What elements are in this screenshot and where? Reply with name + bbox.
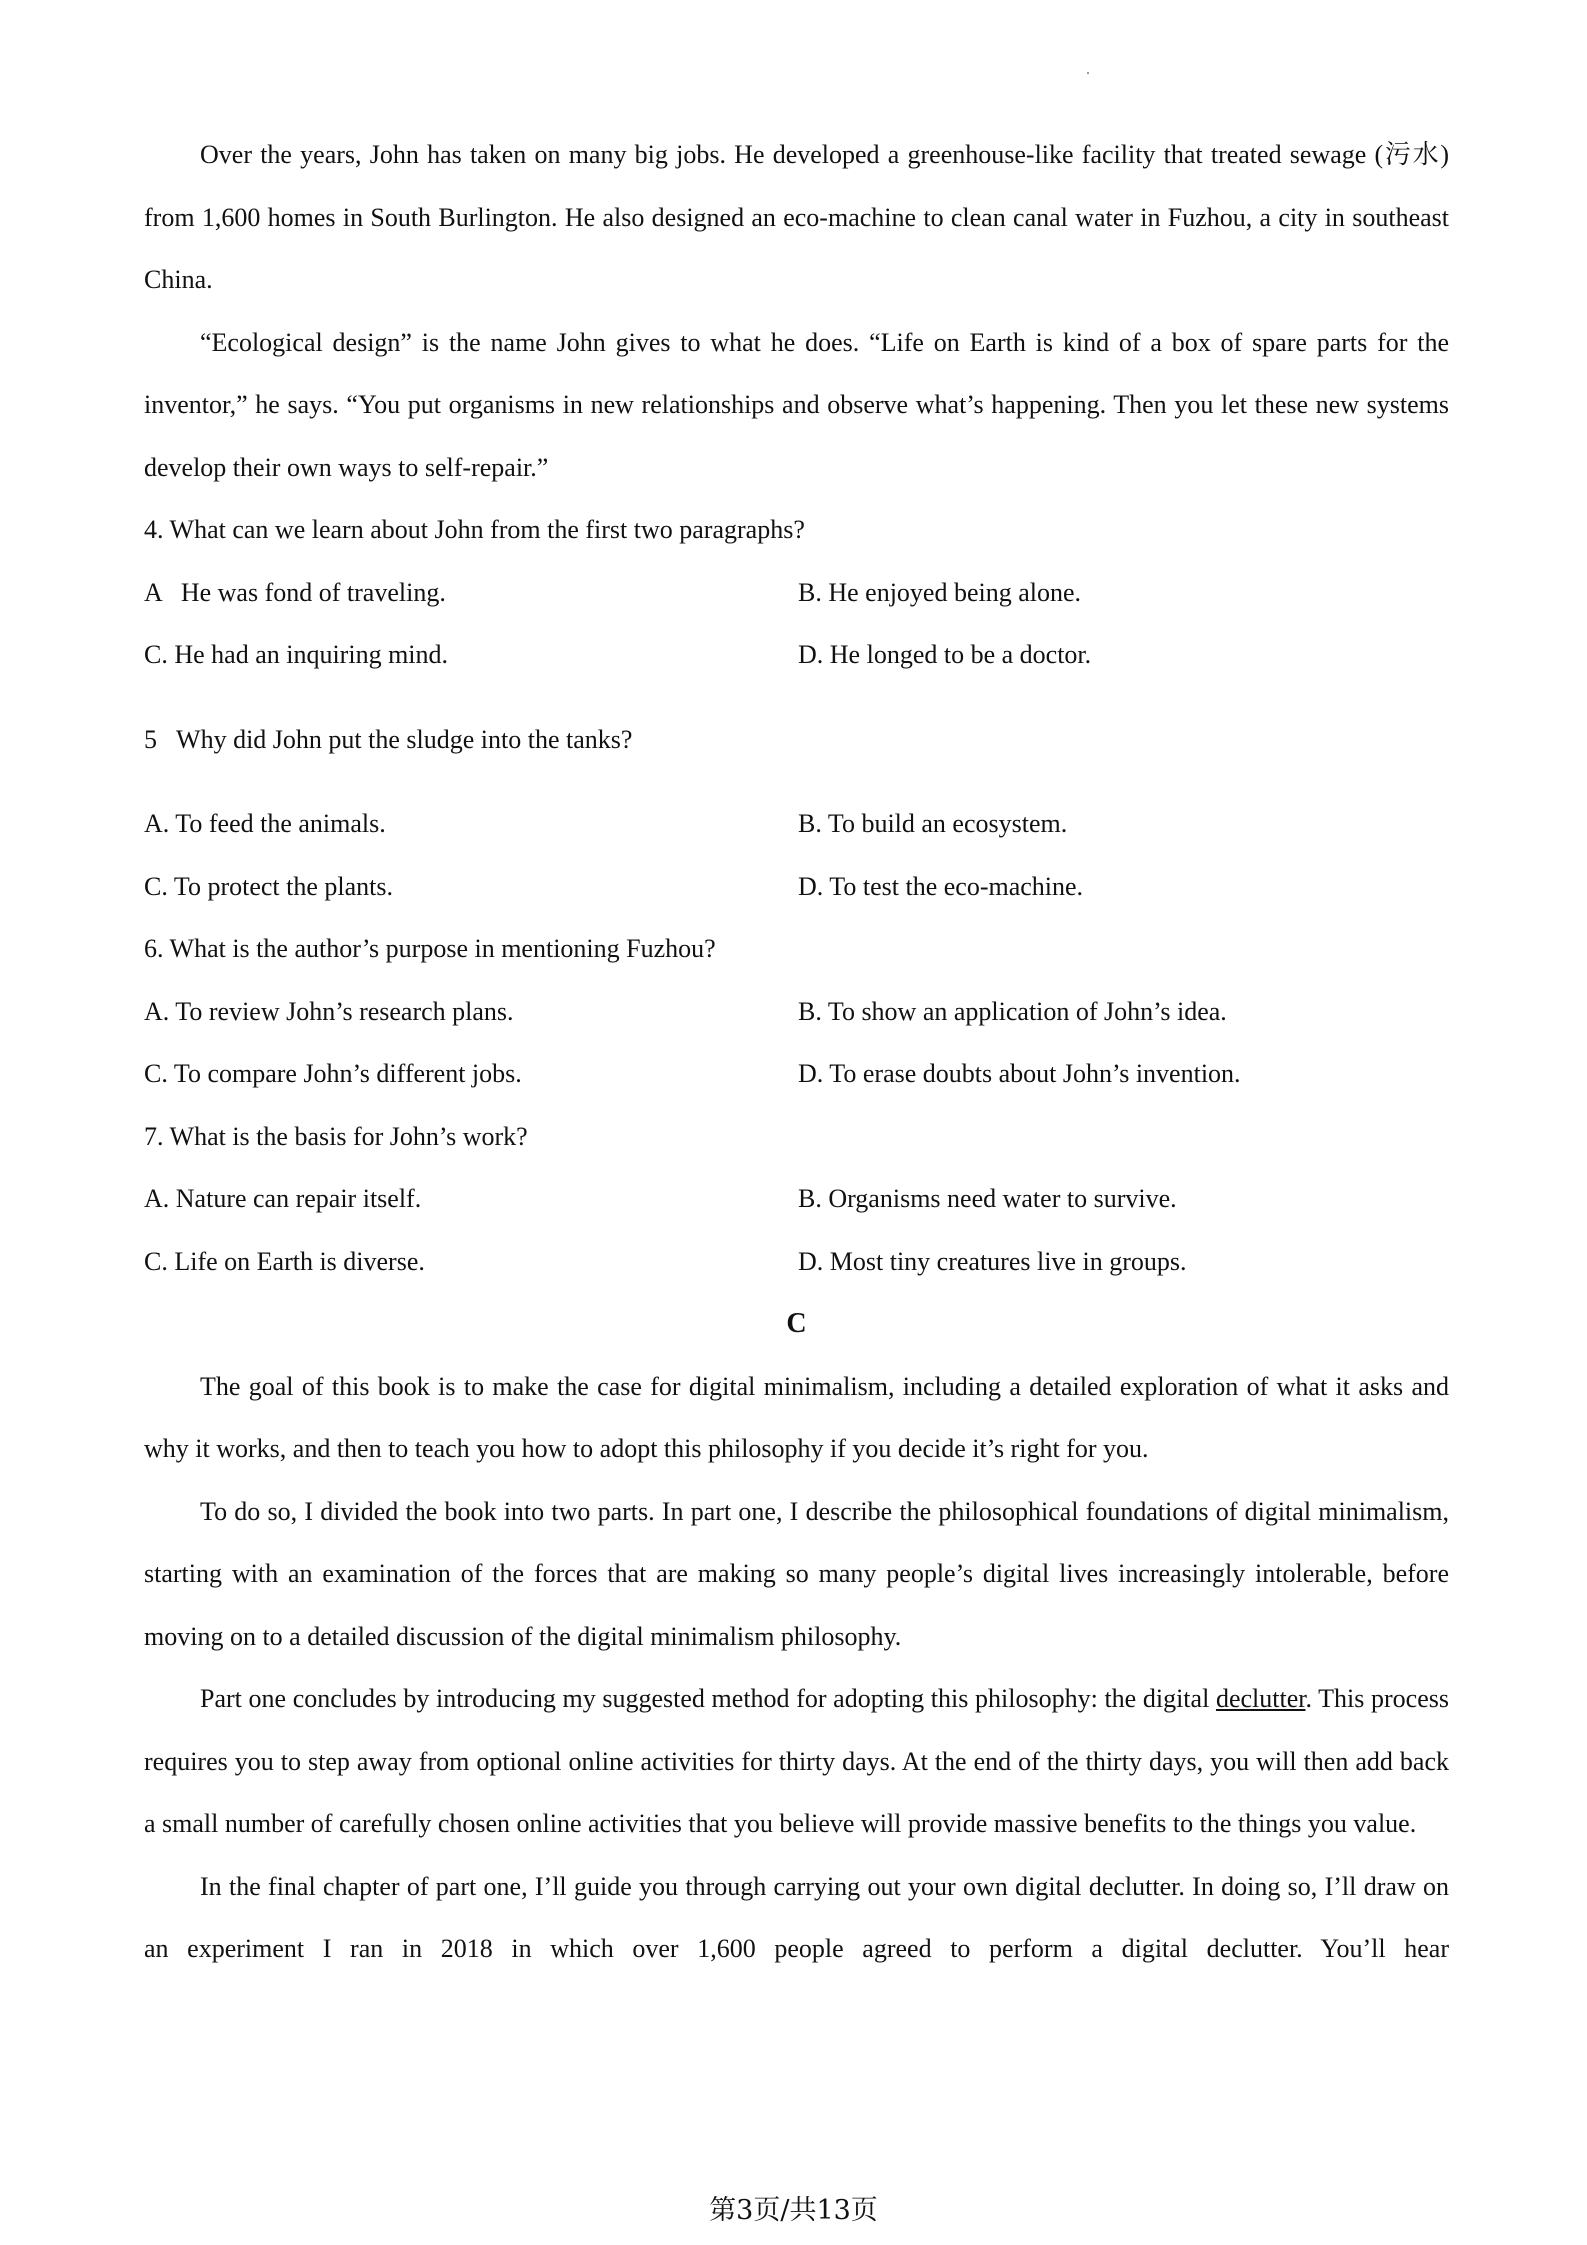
question-4-stem: 4. What can we learn about John from the first two paragraphs? [144, 515, 805, 544]
passage-b-paragraph-2: “Ecological design” is the name John gives to what he does. “Life on Earth is kind of a box of spare parts for the inventor,” he says. “You put organisms in new relationships and observe what’s happening. Then you let these new systems develop their own ways to self-repair.” [144, 327, 1449, 482]
option-b: B. He enjoyed being alone. [798, 577, 1082, 607]
question-7-options [144, 1168, 1449, 1293]
page-content [144, 124, 1449, 1981]
passage-c-paragraph-3 [144, 1668, 1449, 1856]
question-5-stem: 5 Why did John put the sludge into the tanks? [144, 724, 633, 754]
option-c: C. Life on Earth is diverse. [144, 1246, 425, 1276]
question-6-options [144, 981, 1449, 1106]
option-c: C. To compare John’s different jobs. [144, 1059, 522, 1088]
option-d: D. To test the eco-machine. [798, 871, 1084, 901]
option-a: A. Nature can repair itself. [144, 1184, 422, 1213]
paragraph-text: . This process requires you to step away from optional online activities for thirty days. At the end of the thirty days, you will then add back a small number of carefully chosen online activities that you believe will provide massive benefits to the things you value. [144, 1684, 1449, 1838]
option-c: C. He had an inquiring mind. [144, 640, 449, 669]
option-d: D. Most tiny creatures live in groups. [798, 1246, 1187, 1276]
question-6-stem: 6. What is the author’s purpose in mentioning Fuzhou? [144, 934, 716, 963]
option-a: A. To review John’s research plans. [144, 996, 514, 1026]
option-c: C. To protect the plants. [144, 871, 393, 901]
page-number-footer: 第3页/共13页 [709, 2195, 878, 2226]
option-d: D. He longed to be a doctor. [798, 640, 1092, 669]
paragraph-text: Part one concludes by introducing my suggested method for adopting this philosophy: the digital [200, 1684, 1216, 1713]
option-b: B. Organisms need water to survive. [798, 1184, 1177, 1213]
passage-b-paragraph-1: Over the years, John has taken on many big jobs. He developed a greenhouse-like facility that treated sewage (污水) from 1,600 homes in South Burlington. He also designed an eco-machine to clean canal water in Fuzhou, a city in southeast China. [144, 140, 1449, 294]
section-heading: C [786, 1308, 807, 1339]
option-a: A He was fond of traveling. [144, 577, 446, 607]
passage-c-paragraph-1: The goal of this book is to make the case for digital minimalism, including a detailed exploration of what it asks and why it works, and then to teach you how to adopt this philosophy if you decide it’s right for you. [144, 1371, 1449, 1463]
question-4-options [144, 562, 1449, 687]
question-7-stem: 7. What is the basis for John’s work? [144, 1121, 528, 1151]
option-d: D. To erase doubts about John’s invention. [798, 1059, 1241, 1088]
passage-c-paragraph-2: To do so, I divided the book into two parts. In part one, I describe the philosophical foundations of digital minimalism, starting with an examination of the forces that are making so many people’s digital lives increasingly intolerable, before moving on to a detailed discussion of the digital minimalism philosophy. [144, 1496, 1449, 1651]
question-5-options [144, 793, 1449, 918]
scan-speck [1087, 72, 1089, 74]
passage-c-paragraph-4: In the final chapter of part one, I’ll guide you through carrying out your own digital declutter. In doing so, I’ll draw on an experiment I ran in 2018 in which over 1,600 people agreed to perform a digital declutter. You’ll hear [144, 1871, 1449, 1963]
option-a: A. To feed the animals. [144, 809, 386, 838]
option-b: B. To show an application of John’s idea. [798, 996, 1227, 1026]
underlined-word: declutter [1215, 1684, 1306, 1713]
option-b: B. To build an ecosystem. [798, 809, 1068, 838]
